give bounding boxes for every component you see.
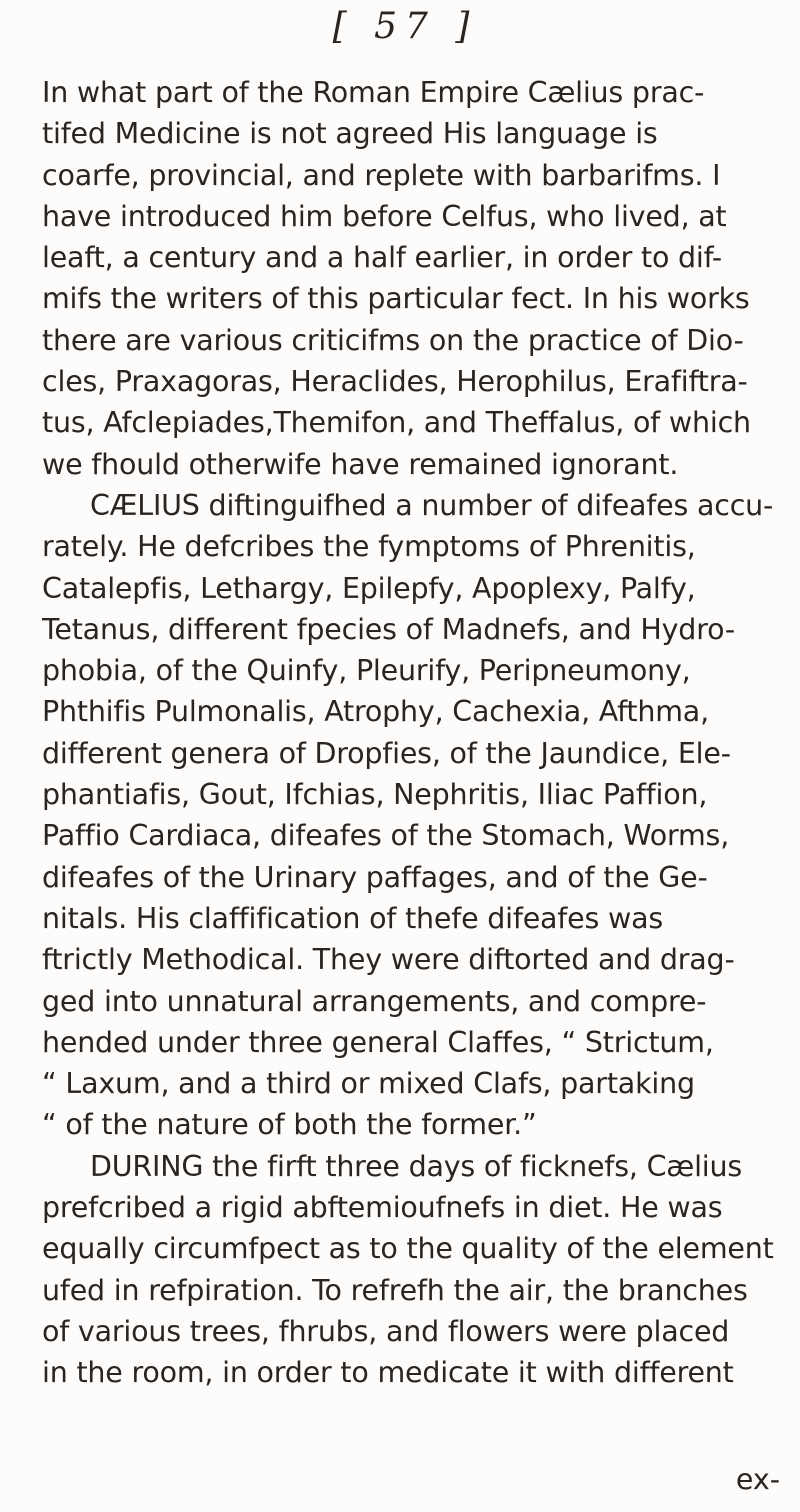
text-line: Paffio Cardiaca, difeafes of the Stomach, Worms, [42, 819, 730, 853]
text-line: we fhould otherwife have remained ignorant. [42, 447, 679, 481]
text-line: have introduced him before Celfus, who lived, at [42, 199, 727, 233]
page-number: [ 57 ] [332, 6, 478, 47]
text-line: difeafes of the Urinary paffages, and of the Ge- [42, 860, 708, 894]
text-line: equally circumfpect as to the quality of the element [42, 1232, 774, 1266]
text-line: rately. He defcribes the fymptoms of Phrenitis, [42, 530, 696, 564]
text-line: phantiafis, Gout, Ifchias, Nephritis, Iliac Paffion, [42, 778, 708, 812]
text-line: prefcribed a rigid abftemioufnefs in diet. He was [42, 1191, 723, 1225]
body-text [42, 72, 800, 1394]
catchword: ex- [735, 1463, 780, 1496]
text-line: phobia, of the Quinfy, Pleurify, Peripneumony, [42, 654, 691, 688]
text-line: there are various criticifms on the practice of Dio- [42, 323, 744, 357]
text-line: tus, Afclepiades,Themifon, and Theffalus, of which [42, 406, 751, 440]
text-line: in the room, in order to medicate it with different [42, 1356, 734, 1390]
text-line: nitals. His claffification of thefe difeafes was [42, 901, 664, 935]
text-line: “ of the nature of both the former.” [42, 1108, 537, 1142]
text-line: hended under three general Claffes, “ Strictum, [42, 1025, 714, 1059]
text-line: In what part of the Roman Empire Cælius prac- [42, 76, 705, 109]
text-line: “ Laxum, and a third or mixed Clafs, partaking [42, 1067, 695, 1101]
text-line: mifs the writers of this particular fect. In his works [42, 282, 750, 316]
text-line: ftrictly Methodical. They were diftorted and drag- [42, 943, 735, 977]
text-line: different genera of Dropfies, of the Jaundice, Ele- [42, 736, 731, 770]
text-line: tifed Medicine is not agreed His language is [42, 117, 658, 151]
text-line: of various trees, fhrubs, and flowers were placed [42, 1314, 730, 1348]
text-line: ged into unnatural arrangements, and compre- [42, 984, 707, 1018]
paragraph-start-line: CÆLIUS diftinguifhed a number of difeafes accu- [90, 488, 774, 522]
text-line: ufed in refpiration. To refrefh the air, the branches [42, 1273, 748, 1307]
text-line: cles, Praxagoras, Heraclides, Herophilus, Erafiftra- [42, 365, 748, 399]
text-line: Tetanus, different fpecies of Madnefs, and Hydro- [42, 612, 735, 646]
text-line: coarfe, provincial, and replete with barbarifms. I [42, 158, 721, 192]
text-line: Phthifis Pulmonalis, Atrophy, Cachexia, Afthma, [42, 695, 709, 729]
text-line: Catalepfis, Lethargy, Epilepfy, Apoplexy, Palfy, [42, 571, 696, 605]
paragraph-start-line: DURING the firft three days of ficknefs, Cælius [90, 1149, 743, 1183]
text-line: leaft, a century and a half earlier, in order to dif- [42, 241, 723, 275]
